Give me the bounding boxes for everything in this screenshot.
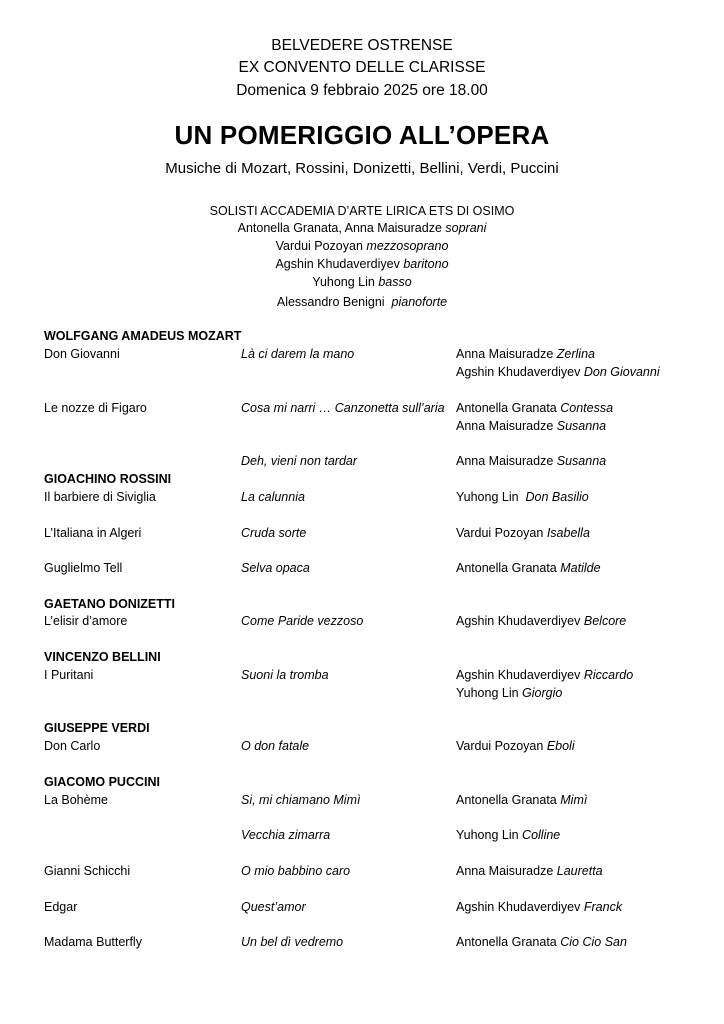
aria-title: Un bel dì vedremo (241, 935, 344, 949)
program-row (0, 900, 724, 918)
singer-role: Belcore (583, 614, 627, 628)
performer-name: Vardui Pozoyan (275, 239, 363, 253)
voice-type: baritono (403, 257, 449, 271)
opera-title: Guglielmo Tell (44, 561, 123, 575)
singer-name: Yuhong Lin (456, 490, 519, 504)
singer-role: Mimì (560, 793, 588, 807)
program-row (0, 828, 724, 846)
aria-title: Suoni la tromba (241, 668, 329, 682)
singer-role: Riccardo (583, 668, 634, 682)
aria-title: Quest’amor (241, 900, 306, 914)
location: EX CONVENTO DELLE CLARISSE (238, 59, 486, 76)
program-row (0, 935, 724, 953)
singer-name: Anna Maisuradze (456, 347, 554, 361)
composer-heading: WOLFGANG AMADEUS MOZART (44, 329, 242, 343)
singer (456, 490, 589, 504)
composer-heading: GIACOMO PUCCINI (44, 775, 160, 789)
aria-title: O mio babbino caro (241, 864, 351, 878)
opera-title: La Bohème (44, 793, 108, 807)
voice-type: basso (378, 275, 412, 289)
instrument: pianoforte (391, 295, 448, 309)
composer-heading: GIOACHINO ROSSINI (44, 472, 172, 486)
composer-heading: GAETANO DONIZETTI (44, 597, 176, 611)
subtitle: Musiche di Mozart, Rossini, Donizetti, Bellini, Verdi, Puccini (165, 160, 559, 177)
singer-name: Agshin Khudaverdiyev (456, 900, 581, 914)
aria-title: Vecchia zimarra (241, 828, 331, 842)
program-row (0, 490, 724, 508)
singer-role: Franck (583, 900, 623, 914)
composer-heading: GIUSEPPE VERDI (44, 721, 150, 735)
venue: BELVEDERE OSTRENSE (271, 37, 453, 54)
aria-title: Deh, vieni non tardar (241, 454, 358, 468)
singer (456, 454, 606, 468)
program-row (0, 561, 724, 579)
singer (456, 935, 627, 949)
aria-title: Come Paride vezzoso (241, 614, 364, 628)
singer (456, 365, 660, 379)
program-row (0, 864, 724, 882)
aria-title: Selva opaca (241, 561, 310, 575)
singer-name: Antonella Granata (456, 935, 557, 949)
singer-role: Colline (522, 828, 561, 842)
singer-name: Vardui Pozoyan (456, 526, 544, 540)
program-row (0, 739, 724, 757)
ensemble-name: SOLISTI ACCADEMIA D’ARTE LIRICA ETS DI OSIMO (209, 204, 515, 218)
program-row (0, 526, 724, 544)
singer-name: Anna Maisuradze (456, 864, 554, 878)
singer (456, 347, 595, 361)
singer (456, 864, 603, 878)
singer-name: Antonella Granata (456, 561, 557, 575)
performer-name: Alessandro Benigni (276, 295, 385, 309)
singer (456, 401, 613, 415)
singer-name: Vardui Pozoyan (456, 739, 544, 753)
program-row (0, 454, 724, 472)
performer-names: Antonella Granata, Anna Maisuradze (237, 221, 442, 235)
composer-heading: VINCENZO BELLINI (44, 650, 161, 664)
opera-title: Gianni Schicchi (44, 864, 131, 878)
opera-title: Don Giovanni (44, 347, 120, 361)
aria-title: La calunnia (241, 490, 305, 504)
program-row (0, 614, 724, 632)
program-row (0, 793, 724, 811)
program-row (0, 668, 724, 686)
singer (456, 614, 626, 628)
singer-role: Don Basilio (525, 490, 589, 504)
singer (456, 793, 587, 807)
opera-title: L’elisir d’amore (44, 614, 128, 628)
singer-role: Isabella (546, 526, 590, 540)
program-row (0, 419, 724, 437)
aria-title: Cruda sorte (241, 526, 307, 540)
singer-role: Lauretta (556, 864, 603, 878)
singer-role: Susanna (556, 419, 607, 433)
singer-role: Susanna (556, 454, 607, 468)
voice-type: mezzosoprano (366, 239, 449, 253)
singer-name: Anna Maisuradze (456, 419, 554, 433)
aria-title: O don fatale (241, 739, 310, 753)
singer-name: Antonella Granata (456, 793, 557, 807)
aria-title: Là ci darem la mano (241, 347, 355, 361)
singer-name: Anna Maisuradze (456, 454, 554, 468)
voice-type: soprani (445, 221, 487, 235)
opera-title: Edgar (44, 900, 78, 914)
singer (456, 900, 622, 914)
singer (456, 686, 562, 700)
singer (456, 828, 560, 842)
page-title: UN POMERIGGIO ALL’OPERA (174, 120, 550, 150)
singer (456, 419, 606, 433)
singer (456, 526, 590, 540)
singer (456, 561, 601, 575)
program-row (0, 401, 724, 419)
opera-title: Le nozze di Figaro (44, 401, 147, 415)
singer-name: Yuhong Lin (456, 828, 519, 842)
program-row (0, 365, 724, 383)
performer-name: Yuhong Lin (312, 275, 375, 289)
singer-role: Don Giovanni (583, 365, 660, 379)
opera-title: Don Carlo (44, 739, 101, 753)
singer-name: Agshin Khudaverdiyev (456, 365, 581, 379)
singer-role: Contessa (560, 401, 614, 415)
singer-name: Agshin Khudaverdiyev (456, 614, 581, 628)
singer-name: Yuhong Lin (456, 686, 519, 700)
singer (456, 739, 575, 753)
opera-title: Il barbiere di Siviglia (44, 490, 156, 504)
program-row (0, 686, 724, 704)
singer-role: Matilde (560, 561, 601, 575)
singer-role: Cio Cio San (560, 935, 627, 949)
singer-name: Agshin Khudaverdiyev (456, 668, 581, 682)
singer (456, 668, 633, 682)
singer-role: Giorgio (522, 686, 563, 700)
singer-name: Antonella Granata (456, 401, 557, 415)
event-date: Domenica 9 febbraio 2025 ore 18.00 (236, 82, 488, 99)
opera-title: I Puritani (44, 668, 94, 682)
opera-title: Madama Butterfly (44, 935, 142, 949)
aria-title: Cosa mi narri … Canzonetta sull’aria (241, 401, 445, 415)
aria-title: Si, mi chiamano Mimì (241, 793, 361, 807)
opera-title: L’Italiana in Algeri (44, 526, 142, 540)
singer-role: Eboli (546, 739, 575, 753)
singer-role: Zerlina (556, 347, 595, 361)
program-row (0, 347, 724, 365)
performer-name: Agshin Khudaverdiyev (275, 257, 400, 271)
